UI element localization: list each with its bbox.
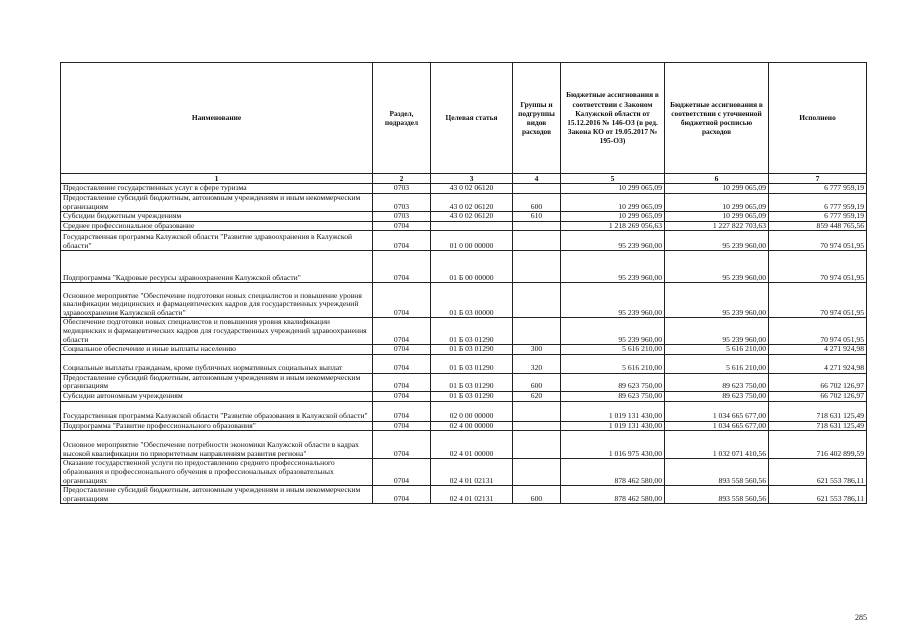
row-target: 02 4 01 02131	[431, 486, 513, 504]
column-number: 4	[513, 174, 561, 184]
budget-table	[60, 62, 867, 504]
row-group	[513, 401, 561, 421]
row-section: 0703	[373, 194, 431, 212]
row-executed-amount: 6 777 959,19	[769, 184, 867, 194]
header-law: Бюджетные ассигнования в соответствии с Законом Калужской области от 15.12.2016 № 146-ОЗ (в ред. Закона КО от 19.05.2017 № 195-ОЗ)	[561, 63, 665, 174]
row-name: Среднее профессиональное образование	[61, 221, 373, 231]
row-group	[513, 318, 561, 345]
row-name: Субсидии бюджетным учреждениям	[61, 212, 373, 222]
row-group	[513, 231, 561, 251]
row-section: 0704	[373, 318, 431, 345]
row-group: 320	[513, 354, 561, 373]
row-group	[513, 459, 561, 486]
row-group	[513, 283, 561, 318]
table-row	[61, 251, 867, 283]
row-name: Обеспечение подготовки новых специалистов и повышения уровня квалификации медицинских и фармацевтических кадров для государственных учреждений здравоохранения области	[61, 318, 373, 345]
row-executed-amount: 6 777 959,19	[769, 194, 867, 212]
row-law-amount: 10 299 065,09	[561, 184, 665, 194]
column-number: 1	[61, 174, 373, 184]
column-number: 7	[769, 174, 867, 184]
row-name: Предоставление субсидий бюджетным, автономным учреждениям и иным некоммерческим организациям	[61, 194, 373, 212]
row-section: 0704	[373, 221, 431, 231]
row-group: 610	[513, 212, 561, 222]
column-number: 5	[561, 174, 665, 184]
row-executed-amount: 718 631 125,49	[769, 421, 867, 431]
row-law-amount: 878 462 580,00	[561, 459, 665, 486]
column-number: 2	[373, 174, 431, 184]
row-name: Подпрограмма "Кадровые ресурсы здравоохранения Калужской области"	[61, 251, 373, 283]
table-row	[61, 373, 867, 391]
row-group	[513, 421, 561, 431]
header-row	[61, 63, 867, 174]
row-executed-amount: 621 553 786,11	[769, 459, 867, 486]
row-name: Социальные выплаты гражданам, кроме публичных нормативных социальных выплат	[61, 354, 373, 373]
row-target: 02 4 01 00000	[431, 431, 513, 459]
table-row	[61, 231, 867, 251]
row-group	[513, 431, 561, 459]
row-target: 02 0 00 00000	[431, 401, 513, 421]
row-target: 43 0 02 06120	[431, 184, 513, 194]
row-executed-amount: 4 271 924,98	[769, 345, 867, 355]
row-refined-amount: 893 558 560,56	[665, 486, 769, 504]
row-law-amount: 89 623 750,00	[561, 391, 665, 401]
row-target: 01 Б 00 00000	[431, 251, 513, 283]
row-executed-amount: 70 974 051,95	[769, 283, 867, 318]
row-section: 0704	[373, 283, 431, 318]
row-target: 01 Б 03 01290	[431, 354, 513, 373]
row-target: 43 0 02 06120	[431, 194, 513, 212]
row-executed-amount: 66 702 126,97	[769, 373, 867, 391]
row-group: 600	[513, 486, 561, 504]
row-name: Основное мероприятие "Обеспечение подготовки новых специалистов и повышение уровня квалификации медицинских и фармацевтических кадров для государственных учреждений здравоохранения Калужской области"	[61, 283, 373, 318]
header-groups: Группы и подгруппы видов расходов	[513, 63, 561, 174]
row-refined-amount: 10 299 065,09	[665, 194, 769, 212]
row-target: 01 Б 03 01290	[431, 391, 513, 401]
row-refined-amount: 95 239 960,00	[665, 283, 769, 318]
page-number: 285	[855, 613, 867, 622]
row-law-amount: 95 239 960,00	[561, 283, 665, 318]
row-section: 0703	[373, 184, 431, 194]
table-row	[61, 221, 867, 231]
row-executed-amount: 66 702 126,97	[769, 391, 867, 401]
row-law-amount: 1 019 131 430,00	[561, 421, 665, 431]
budget-sheet	[60, 62, 866, 504]
table-row	[61, 401, 867, 421]
row-law-amount: 10 299 065,09	[561, 212, 665, 222]
column-number: 3	[431, 174, 513, 184]
row-name: Государственная программа Калужской области "Развитие здравоохранения в Калужской области"	[61, 231, 373, 251]
table-row	[61, 318, 867, 345]
row-section: 0704	[373, 486, 431, 504]
row-name: Оказание государственной услуги по предоставлению среднего профессионального образования и профессионального обучения в профессиональных образовательных организациях	[61, 459, 373, 486]
row-name: Предоставление субсидий бюджетным, автономным учреждениям и иным некоммерческим организациям	[61, 373, 373, 391]
row-refined-amount: 893 558 560,56	[665, 459, 769, 486]
header-executed: Исполнено	[769, 63, 867, 174]
row-section: 0704	[373, 354, 431, 373]
table-row	[61, 421, 867, 431]
row-refined-amount: 95 239 960,00	[665, 231, 769, 251]
column-number: 6	[665, 174, 769, 184]
row-refined-amount: 10 299 065,09	[665, 184, 769, 194]
row-section: 0703	[373, 212, 431, 222]
row-target: 01 0 00 00000	[431, 231, 513, 251]
table-row	[61, 194, 867, 212]
table-row	[61, 431, 867, 459]
row-target	[431, 221, 513, 231]
row-group: 620	[513, 391, 561, 401]
row-refined-amount: 1 227 822 703,63	[665, 221, 769, 231]
row-section: 0704	[373, 251, 431, 283]
row-name: Социальное обеспечение и иные выплаты населению	[61, 345, 373, 355]
row-law-amount: 1 218 269 056,63	[561, 221, 665, 231]
row-executed-amount: 4 271 924,98	[769, 354, 867, 373]
row-executed-amount: 716 402 899,59	[769, 431, 867, 459]
table-row	[61, 354, 867, 373]
row-executed-amount: 70 974 051,95	[769, 251, 867, 283]
table-row	[61, 283, 867, 318]
row-section: 0704	[373, 391, 431, 401]
table-row	[61, 184, 867, 194]
row-law-amount: 5 616 210,00	[561, 345, 665, 355]
row-refined-amount: 89 623 750,00	[665, 373, 769, 391]
row-law-amount: 1 019 131 430,00	[561, 401, 665, 421]
row-executed-amount: 6 777 959,19	[769, 212, 867, 222]
table-row	[61, 391, 867, 401]
row-section: 0704	[373, 345, 431, 355]
row-executed-amount: 718 631 125,49	[769, 401, 867, 421]
row-executed-amount: 859 448 765,56	[769, 221, 867, 231]
row-refined-amount: 5 616 210,00	[665, 345, 769, 355]
row-refined-amount: 95 239 960,00	[665, 251, 769, 283]
row-executed-amount: 70 974 051,95	[769, 231, 867, 251]
row-group	[513, 251, 561, 283]
table-row	[61, 486, 867, 504]
table-row	[61, 212, 867, 222]
row-name: Предоставление субсидий бюджетным, автономным учреждениям и иным некоммерческим организациям	[61, 486, 373, 504]
row-law-amount: 95 239 960,00	[561, 231, 665, 251]
row-section: 0704	[373, 421, 431, 431]
header-section: Раздел, подраздел	[373, 63, 431, 174]
row-group: 600	[513, 194, 561, 212]
row-section: 0704	[373, 459, 431, 486]
row-name: Субсидии автономным учреждениям	[61, 391, 373, 401]
row-law-amount: 95 239 960,00	[561, 251, 665, 283]
row-law-amount: 878 462 580,00	[561, 486, 665, 504]
row-name: Государственная программа Калужской области "Развитие образования в Калужской области"	[61, 401, 373, 421]
row-section: 0704	[373, 373, 431, 391]
row-name: Основное мероприятие "Обеспечение потребности экономики Калужской области в кадрах высокой квалификации по приоритетным направлениям развития региона"	[61, 431, 373, 459]
column-number-row	[61, 174, 867, 184]
row-law-amount: 1 016 975 430,00	[561, 431, 665, 459]
row-name: Предоставление государственных услуг в сфере туризма	[61, 184, 373, 194]
row-target: 01 Б 03 01290	[431, 345, 513, 355]
row-law-amount: 10 299 065,09	[561, 194, 665, 212]
row-group: 300	[513, 345, 561, 355]
header-target: Целевая статья	[431, 63, 513, 174]
table-row	[61, 345, 867, 355]
header-refined: Бюджетные ассигнования в соответствии с уточненной бюджетной росписью расходов	[665, 63, 769, 174]
table-row	[61, 459, 867, 486]
row-refined-amount: 1 034 665 677,00	[665, 421, 769, 431]
row-section: 0704	[373, 231, 431, 251]
row-law-amount: 5 616 210,00	[561, 354, 665, 373]
row-target: 02 4 00 00000	[431, 421, 513, 431]
row-refined-amount: 5 616 210,00	[665, 354, 769, 373]
row-target: 43 0 02 06120	[431, 212, 513, 222]
row-refined-amount: 1 034 665 677,00	[665, 401, 769, 421]
row-target: 01 Б 03 01290	[431, 318, 513, 345]
header-name: Наименование	[61, 63, 373, 174]
row-refined-amount: 89 623 750,00	[665, 391, 769, 401]
row-target: 02 4 01 02131	[431, 459, 513, 486]
row-law-amount: 95 239 960,00	[561, 318, 665, 345]
row-target: 01 Б 03 01290	[431, 373, 513, 391]
row-law-amount: 89 623 750,00	[561, 373, 665, 391]
row-name: Подпрограмма "Развитие профессионального образования"	[61, 421, 373, 431]
row-refined-amount: 95 239 960,00	[665, 318, 769, 345]
row-section: 0704	[373, 401, 431, 421]
row-refined-amount: 1 032 071 410,56	[665, 431, 769, 459]
row-executed-amount: 70 974 051,95	[769, 318, 867, 345]
row-executed-amount: 621 553 786,11	[769, 486, 867, 504]
row-group	[513, 184, 561, 194]
row-target: 01 Б 03 00000	[431, 283, 513, 318]
row-group	[513, 221, 561, 231]
row-section: 0704	[373, 431, 431, 459]
row-refined-amount: 10 299 065,09	[665, 212, 769, 222]
row-group: 600	[513, 373, 561, 391]
